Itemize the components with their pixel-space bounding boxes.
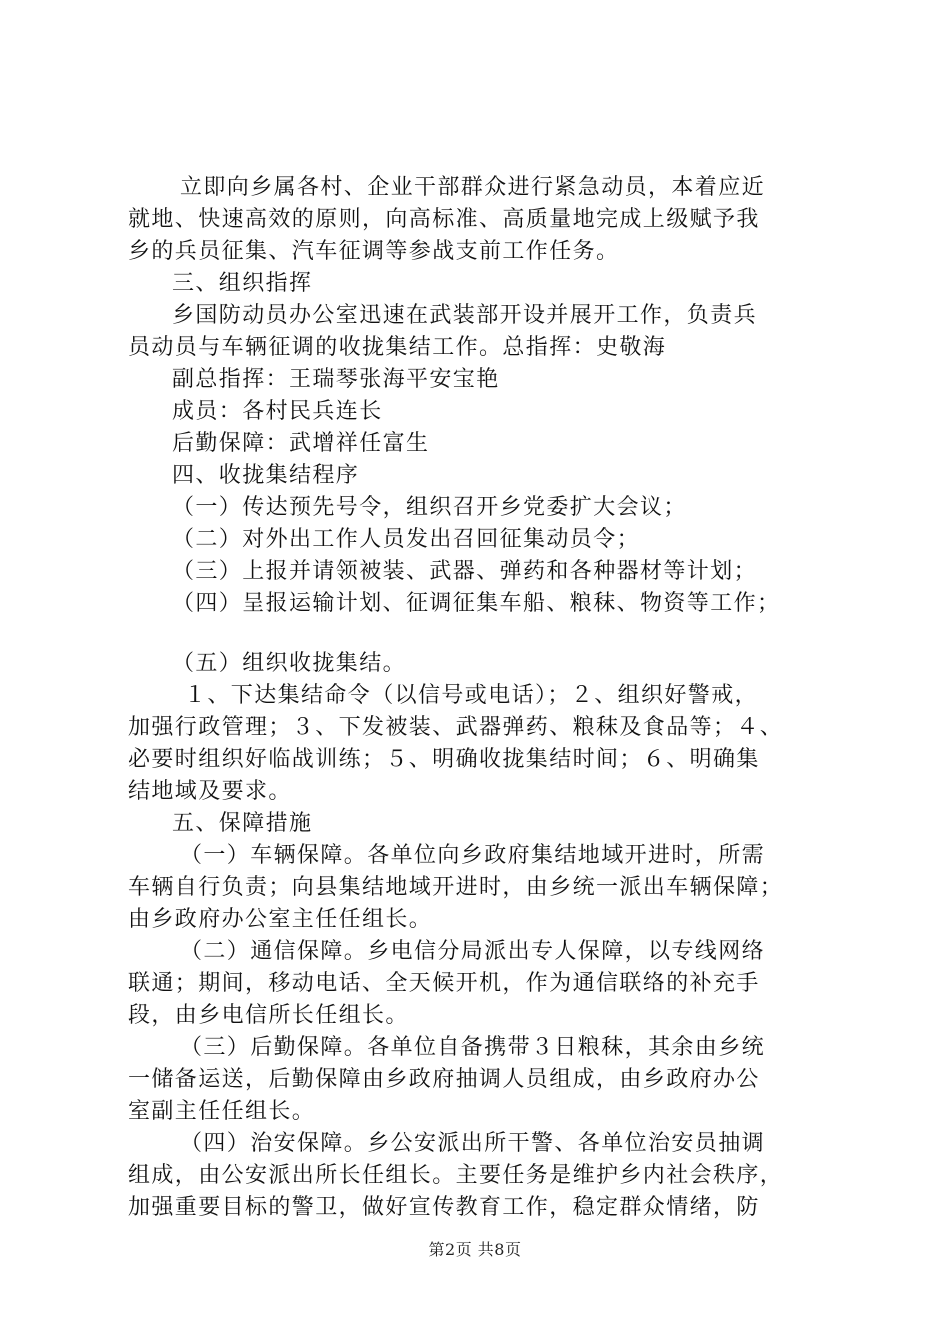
body-line: 组成，由公安派出所长任组长。主要任务是维护乡内社会秩序， (128, 1163, 784, 1188)
section-heading: 四、收拢集结程序 (172, 463, 360, 488)
list-item: （五）组织收拢集结。 (172, 651, 407, 676)
body-line: 后勤保障：武增祥任富生 (172, 431, 430, 456)
body-line: １、下达集结命令（以信号或电话）；２、组织好警戒， (184, 683, 759, 708)
body-line: 成员：各村民兵连长 (172, 399, 383, 424)
body-line: 副总指挥：王瑞琴张海平安宝艳 (172, 367, 500, 392)
body-line: 车辆自行负责；向县集结地域开进时，由乡统一派出车辆保障； (128, 875, 784, 900)
body-line: 加强行政管理；３、下发被装、武器弹药、粮秣及食品等；４、 (128, 715, 784, 740)
body-line: 立即向乡属各村、企业干部群众进行紧急动员，本着应近 (180, 175, 766, 200)
body-line: 结地域及要求。 (128, 779, 292, 804)
page-footer: 第2页 共8页 (428, 1240, 522, 1259)
body-line: 联通；期间，移动电话、全天候开机，作为通信联络的补充手 (128, 971, 760, 996)
list-item: （二）对外出工作人员发出召回征集动员令； (172, 527, 641, 552)
body-line: 由乡政府办公室主任任组长。 (128, 907, 433, 932)
document-body (128, 172, 836, 1224)
section-heading: 五、保障措施 (172, 811, 313, 836)
paragraph-gap (128, 620, 836, 648)
body-line: 一储备运送，后勤保障由乡政府抽调人员组成，由乡政府办公 (128, 1067, 760, 1092)
list-item: （一）传达预先号令，组织召开乡党委扩大会议； (172, 495, 687, 520)
body-line: 必要时组织好临战训练；５、明确收拢集结时间；６、明确集 (128, 747, 760, 772)
body-line: 室副主任任组长。 (128, 1099, 316, 1124)
body-line: 加强重要目标的警卫，做好宣传教育工作，稳定群众情绪，防 (128, 1195, 760, 1220)
list-item: （四）呈报运输计划、征调征集车船、粮秣、物资等工作； (172, 591, 781, 616)
list-item: （三）上报并请领被装、武器、弹药和各种器材等计划； (172, 559, 758, 584)
section-heading: 三、组织指挥 (172, 271, 313, 296)
body-line: （二）通信保障。乡电信分局派出专人保障，以专线网络 (180, 939, 766, 964)
body-line: 段，由乡电信所长任组长。 (128, 1003, 409, 1028)
body-line: 员动员与车辆征调的收拢集结工作。总指挥：史敬海 (128, 335, 667, 360)
body-line: （一）车辆保障。各单位向乡政府集结地域开进时，所需 (180, 843, 766, 868)
body-line: （四）治安保障。乡公安派出所干警、各单位治安员抽调 (180, 1131, 766, 1156)
body-line: 乡的兵员征集、汽车征调等参战支前工作任务。 (128, 239, 620, 264)
body-line: 就地、快速高效的原则，向高标准、高质量地完成上级赋予我 (128, 207, 760, 232)
body-line: （三）后勤保障。各单位自备携带３日粮秣，其余由乡统 (180, 1035, 766, 1060)
body-line: 乡国防动员办公室迅速在武装部开设并展开工作，负责兵 (172, 303, 758, 328)
